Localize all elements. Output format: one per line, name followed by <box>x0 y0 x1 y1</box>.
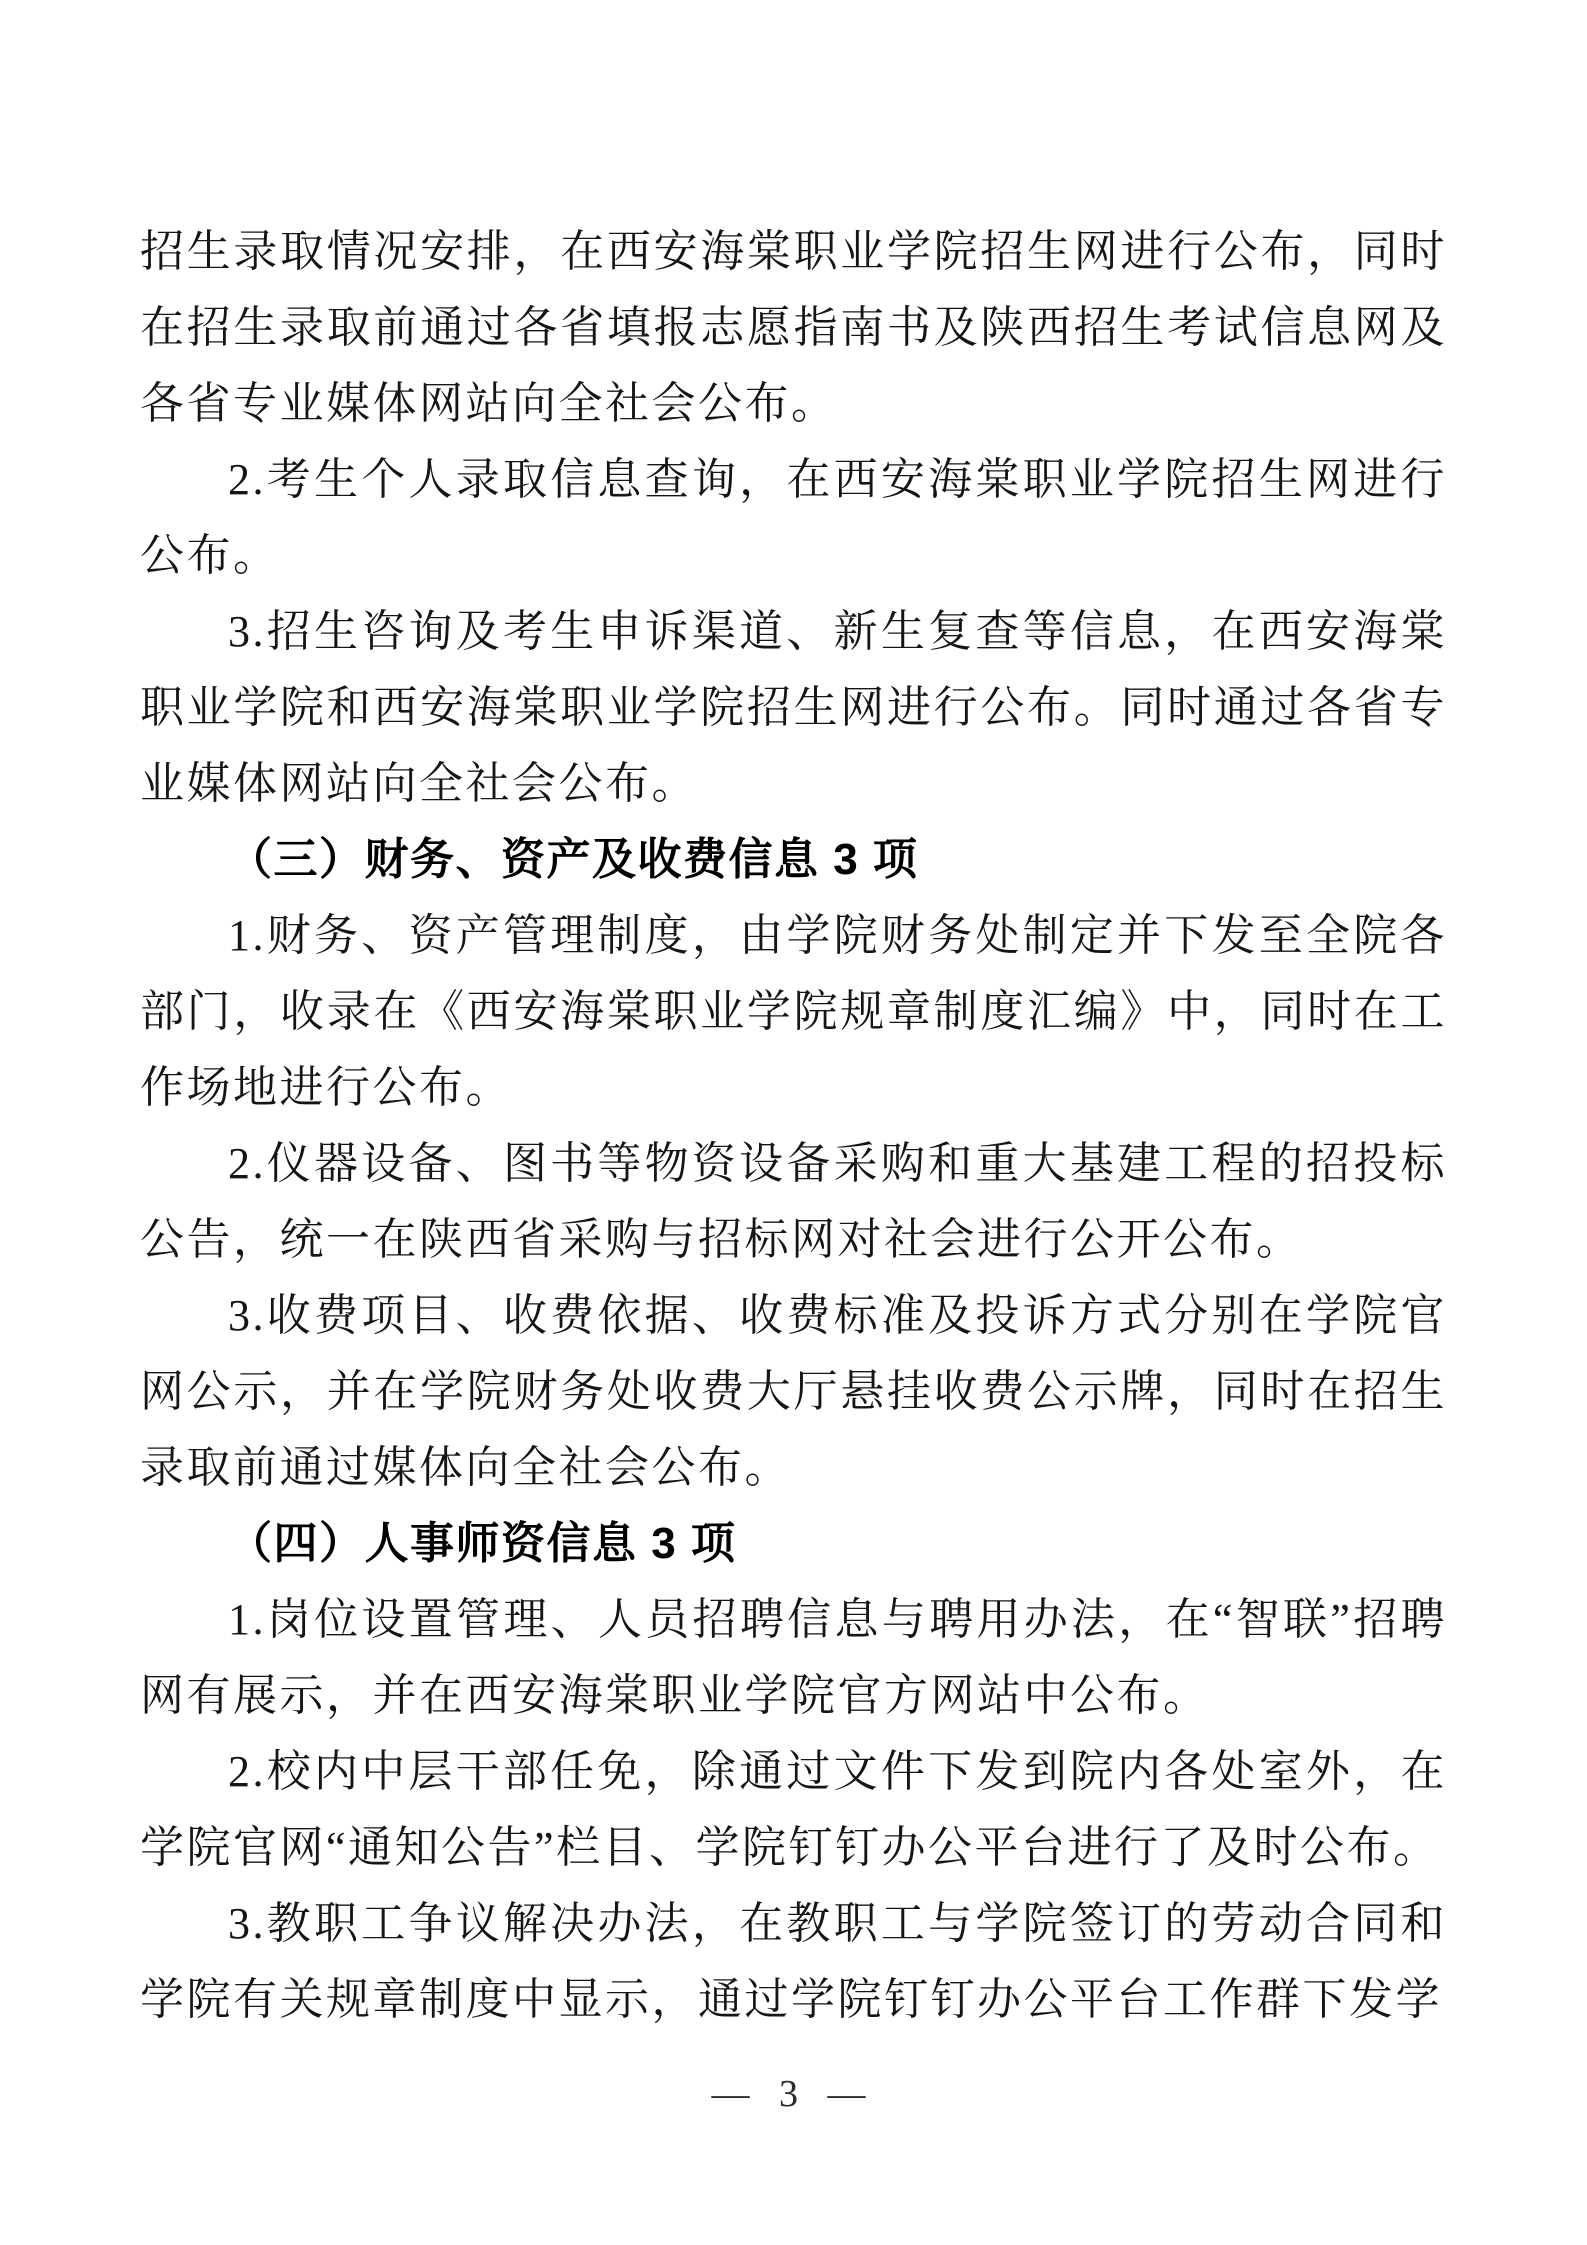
paragraph-consultation-appeal: 3.招生咨询及考生申诉渠道、新生复查等信息，在西安海棠职业学院和西安海棠职业学院招生网进行公布。同时通过各省专业媒体网站向全社会公布。 <box>140 607 1447 808</box>
paragraph-admission-query: 2.考生个人录取信息查询，在西安海棠职业学院招生网进行公布。 <box>140 455 1447 580</box>
paragraph-fee-publicity: 3.收费项目、收费依据、收费标准及投诉方式分别在学院官网公示，并在学院财务处收费大厅悬挂收费公示牌，同时在招生录取前通过媒体向全社会公布。 <box>140 1291 1447 1492</box>
section-heading-hr-info: （四）人事师资信息 3 项 <box>228 1519 737 1568</box>
paragraph-cadre-appointment: 2.校内中层干部任免，除通过文件下发到院内各处室外，在学院官网“通知公告”栏目、学院钉钉办公平台进行了及时公布。 <box>140 1747 1447 1872</box>
document-body <box>140 214 1447 2038</box>
paragraph-enrollment-publication: 招生录取情况安排，在西安海棠职业学院招生网进行公布，同时在招生录取前通过各省填报志愿指南书及陕西招生考试信息网及各省专业媒体网站向全社会公布。 <box>140 227 1447 428</box>
paragraph-finance-system: 1.财务、资产管理制度，由学院财务处制定并下发至全院各部门，收录在《西安海棠职业学院规章制度汇编》中，同时在工作场地进行公布。 <box>140 911 1447 1112</box>
paragraph-procurement-bidding: 2.仪器设备、图书等物资设备采购和重大基建工程的招投标公告，统一在陕西省采购与招标网对社会进行公开公布。 <box>140 1139 1447 1264</box>
section-heading-finance-info: （三）财务、资产及收费信息 3 项 <box>228 835 919 884</box>
page-number: — 3 — <box>711 2073 876 2115</box>
paragraph-labor-dispute: 3.教职工争议解决办法，在教职工与学院签订的劳动合同和学院有关规章制度中显示，通过学院钉钉办公平台工作群下发学 <box>140 1899 1447 2024</box>
paragraph-recruitment-info: 1.岗位设置管理、人员招聘信息与聘用办法，在“智联”招聘网有展示，并在西安海棠职业学院官方网站中公布。 <box>140 1595 1447 1720</box>
